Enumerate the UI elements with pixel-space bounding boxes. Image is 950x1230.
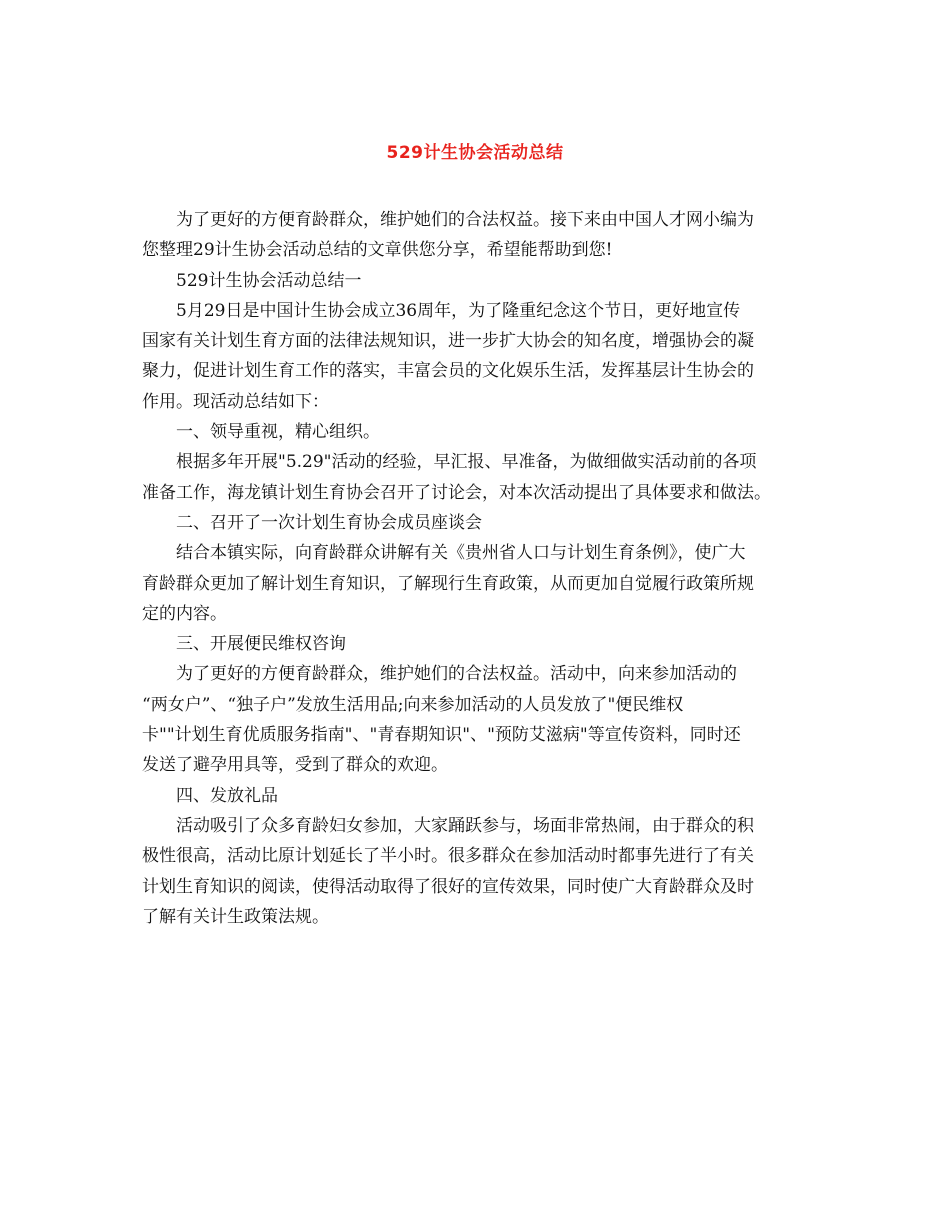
document-body — [142, 205, 814, 932]
text-line: 一、领导重视，精心组织。 — [176, 422, 380, 443]
text-line: 作用。现活动总结如下： — [142, 391, 329, 412]
text-line: 三、开展便民维权咨询 — [176, 634, 346, 655]
text-line: 二、召开了一次计划生育协会成员座谈会 — [176, 512, 482, 533]
text-line: 国家有关计划生育方面的法律法规知识，进一步扩大协会的知名度，增强协会的凝 — [142, 331, 754, 352]
text-line: 为了更好的方便育龄群众，维护她们的合法权益。接下来由中国人才网小编为 — [176, 210, 754, 230]
text-line: 计划生育知识的阅读，使得活动取得了很好的宣传效果，同时使广大育龄群众及时 — [142, 876, 754, 897]
text-line: 准备工作，海龙镇计划生育协会召开了讨论会，对本次活动提出了具体要求和做法。 — [142, 482, 771, 503]
text-line: 极性很高，活动比原计划延长了半小时。很多群众在参加活动时都事先进行了有关 — [142, 846, 754, 867]
text-line: 聚力，促进计划生育工作的落实，丰富会员的文化娱乐生活，发挥基层计生协会的 — [142, 361, 754, 382]
text-line: 了解有关计生政策法规。 — [142, 906, 329, 927]
text-line: 根据多年开展"5.29"活动的经验，早汇报、早准备，为做细做实活动前的各项 — [176, 452, 757, 473]
text-line: 您整理29计生协会活动总结的文章供您分享，希望能帮助到您! — [142, 240, 613, 261]
text-line: 定的内容。 — [142, 603, 227, 624]
text-line: 育龄群众更加了解计划生育知识，了解现行生育政策，从而更加自觉履行政策所规 — [142, 573, 754, 594]
text-line: 为了更好的方便育龄群众，维护她们的合法权益。活动中，向来参加活动的 — [176, 664, 737, 685]
text-line: 结合本镇实际，向育龄群众讲解有关《贵州省人口与计划生育条例》，使广大 — [176, 543, 746, 564]
text-line: 5月29日是中国计生协会成立36周年，为了隆重纪念这个节日，更好地宣传 — [176, 300, 741, 321]
text-line: 529计生协会活动总结一 — [176, 270, 362, 291]
text-line: 四、发放礼品 — [176, 785, 278, 806]
text-line: 卡""计划生育优质服务指南"、"青春期知识"、"预防艾滋病"等宣传资料，同时还 — [142, 725, 741, 746]
text-line: 活动吸引了众多育龄妇女参加，大家踊跃参与，场面非常热闹，由于群众的积 — [176, 815, 754, 836]
text-line: 发送了避孕用具等，受到了群众的欢迎。 — [142, 755, 448, 776]
document-title: 529计生协会活动总结 — [386, 143, 564, 163]
text-line: “两女户”、“独子户”发放生活用品;向来参加活动的人员发放了"便民维权 — [142, 694, 684, 715]
